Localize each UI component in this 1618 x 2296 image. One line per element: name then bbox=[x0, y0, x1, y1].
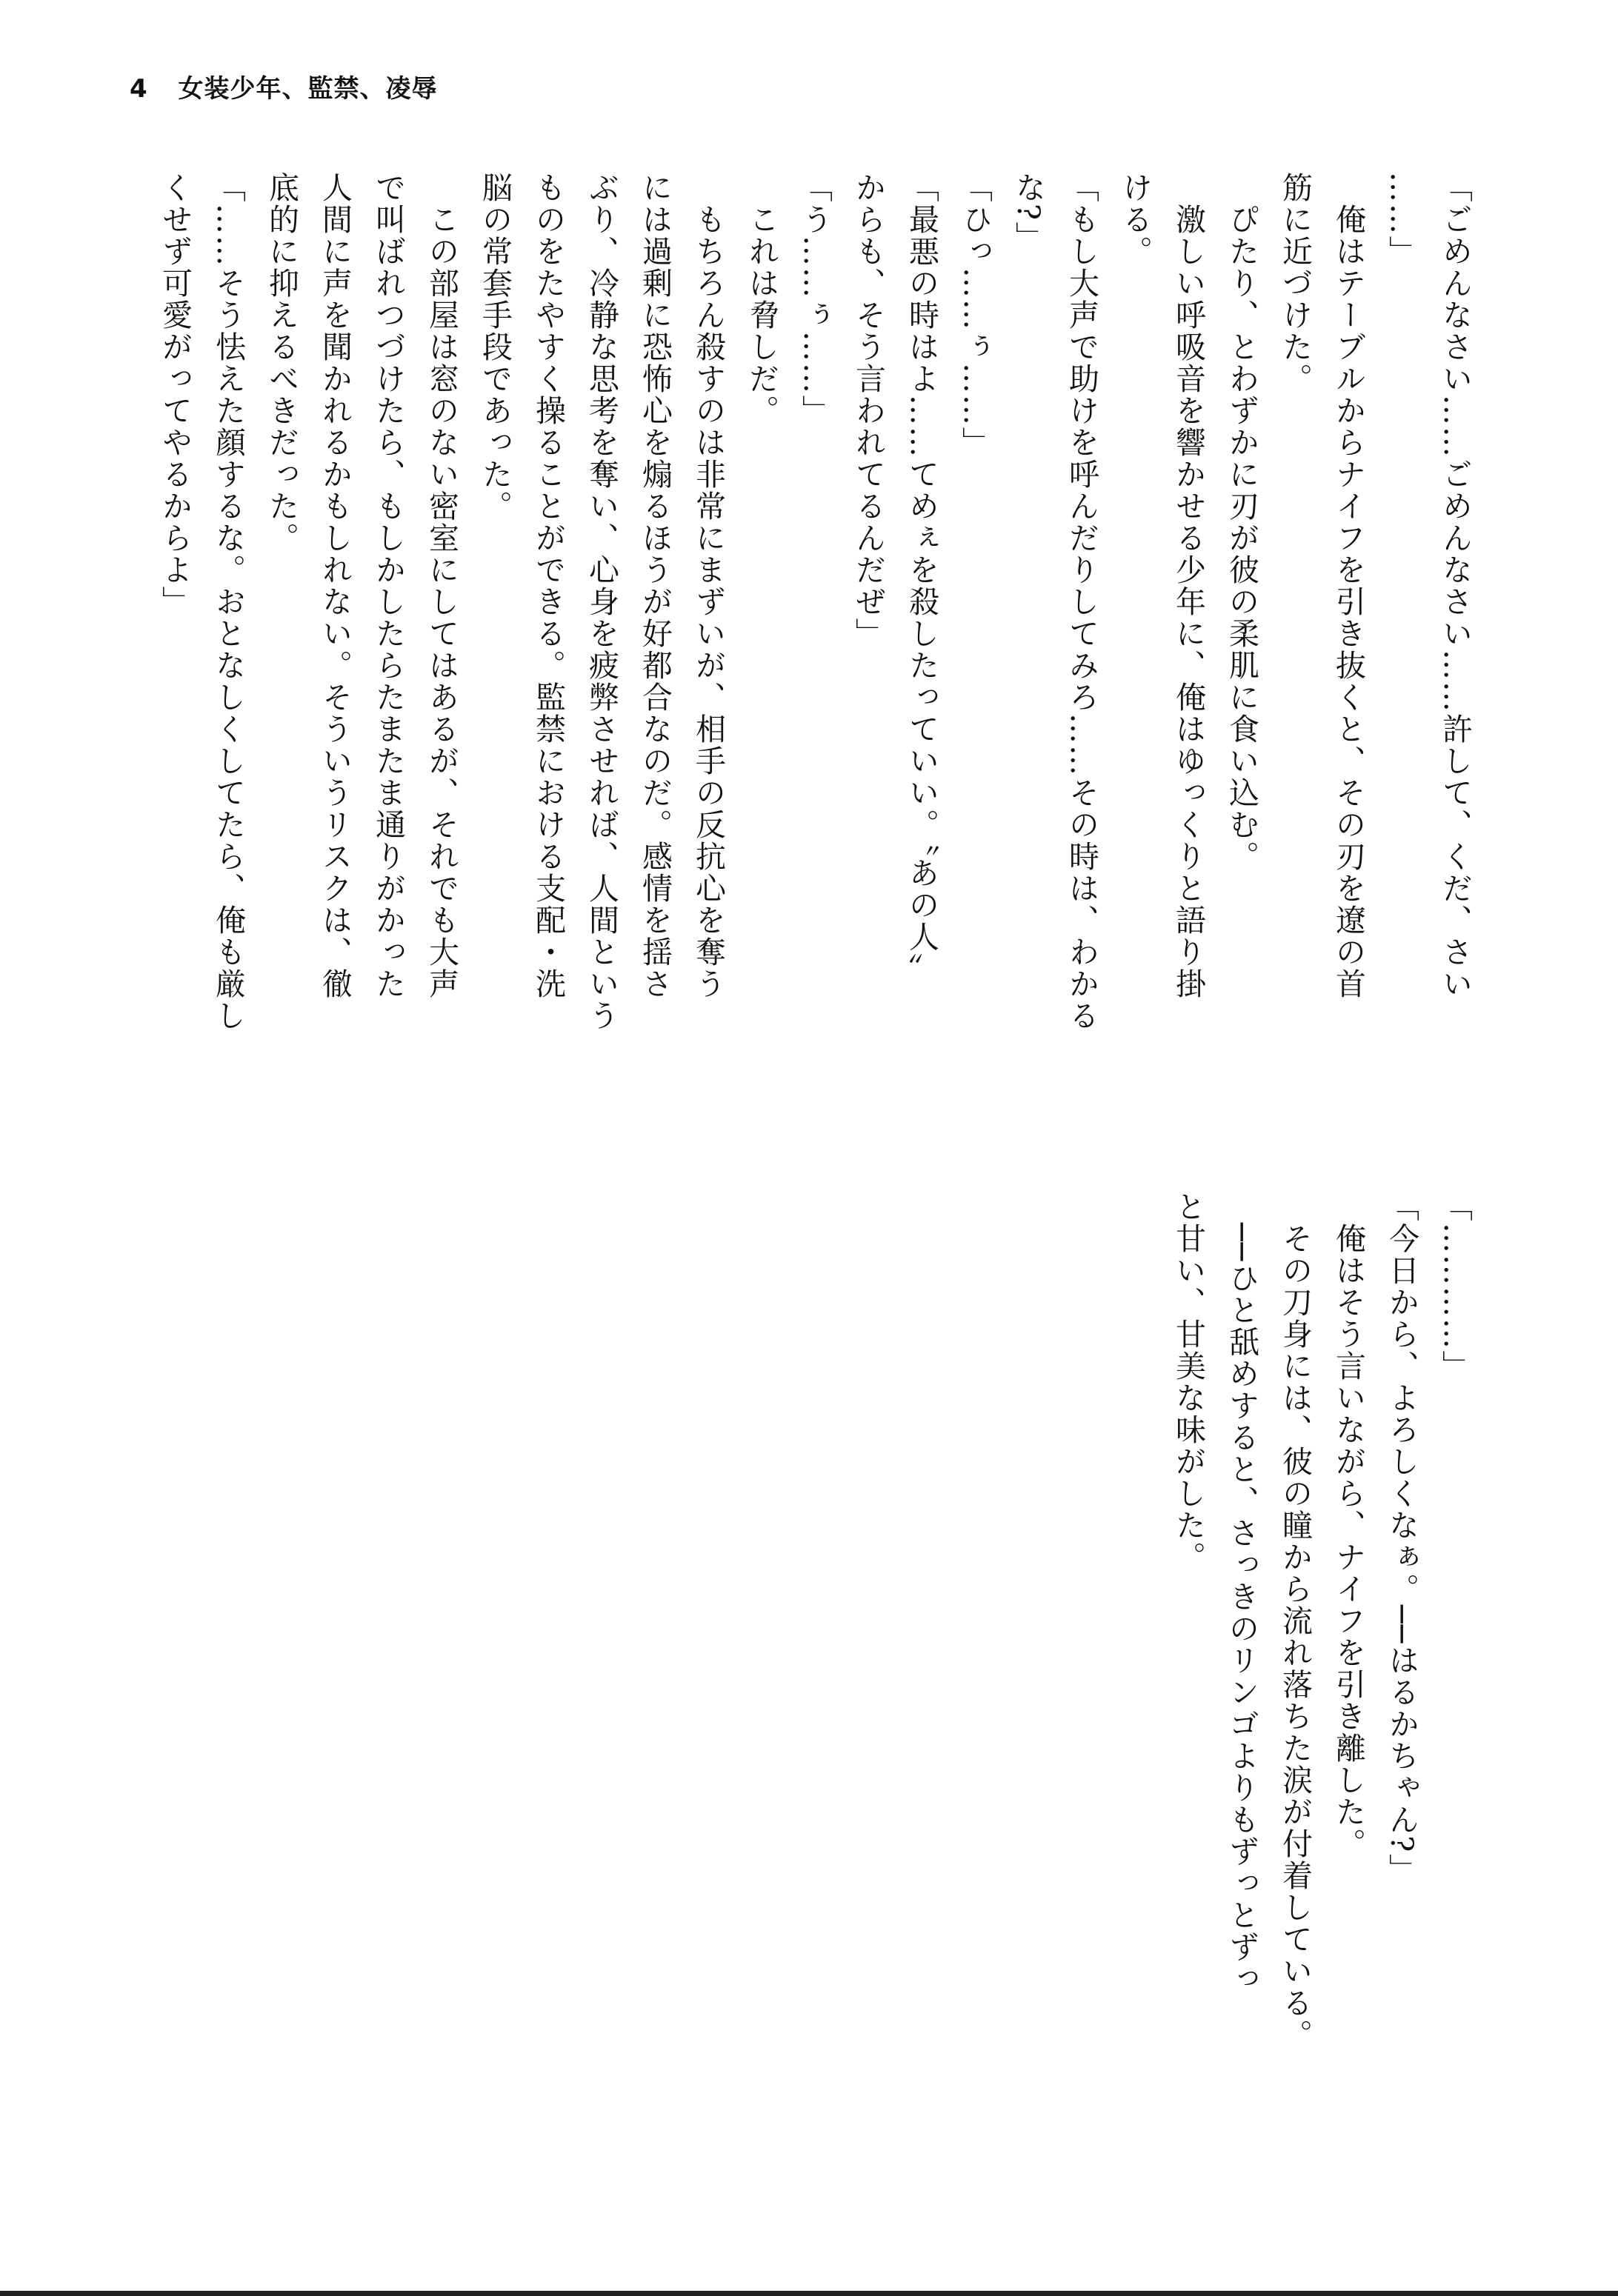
text-line: ぶり、冷静な思考を奪い、心身を疲弊させれば、人間という bbox=[584, 172, 619, 1032]
text-line: 「ごめんなさい……ごめんなさい……許して、くだ、さい bbox=[1437, 172, 1473, 1000]
chapter-title: 女装少年、監禁、凌辱 bbox=[178, 74, 438, 104]
text-line: 「ひっ……ぅ……」 bbox=[957, 172, 993, 458]
text-line: 底的に抑えるべきだった。 bbox=[264, 172, 299, 554]
page-bottom-rule bbox=[0, 2291, 1618, 2296]
lower-text-block bbox=[1162, 1191, 1482, 2117]
text-line: 「う……ぅ……」 bbox=[797, 172, 833, 427]
text-line: もちろん殺すのは非常にまずいが、相手の反抗心を奪う bbox=[690, 172, 726, 1000]
text-line: 「……そう怯えた顔するな。おとなしくしてたら、俺も厳し bbox=[210, 172, 246, 1032]
text-line: その刀身には、彼の瞳から流れ落ちた涙が付着している。 bbox=[1277, 1191, 1313, 2051]
text-line: 人間に声を聞かれるかもしれない。そういうリスクは、徹 bbox=[317, 172, 353, 1000]
text-line: 「最悪の時はよ……てめぇを殺したっていい。〝あの人〟 bbox=[904, 172, 939, 985]
text-line: からも、そう言われてるんだぜ」 bbox=[850, 172, 886, 650]
text-line: 「今日から、よろしくなぁ。──はるかちゃん?」 bbox=[1384, 1191, 1419, 1886]
text-line: ける。 bbox=[1117, 172, 1153, 267]
text-line: な?」 bbox=[1011, 172, 1046, 253]
text-line: 「もし大声で助けを呼んだりしてみろ……その時は、わかる bbox=[1064, 172, 1099, 1032]
text-line: ものをたやすく操ることができる。監禁における支配・洗 bbox=[530, 172, 566, 1000]
text-line: 俺はそう言いながら、ナイフを引き離した。 bbox=[1331, 1191, 1366, 1860]
text-line: と甘い、甘美な味がした。 bbox=[1171, 1191, 1206, 1573]
text-line: これは脅しだ。 bbox=[744, 172, 779, 427]
text-line: くせず可愛がってやるからよ」 bbox=[157, 172, 193, 618]
text-line: で叫ばれつづけたら、もしかしたらたまたま通りがかった bbox=[370, 172, 406, 1000]
text-line: 「…………」 bbox=[1437, 1191, 1473, 1382]
text-line: ぴたり、とわずかに刃が彼の柔肌に食い込む。 bbox=[1224, 172, 1259, 872]
text-line: ……」 bbox=[1384, 172, 1419, 267]
text-line: 筋に近づけた。 bbox=[1277, 172, 1313, 395]
text-line: 激しい呼吸音を響かせる少年に、俺はゆっくりと語り掛 bbox=[1171, 172, 1206, 1000]
upper-text-block bbox=[148, 172, 1482, 1098]
page-number: 4 bbox=[130, 74, 148, 104]
text-line: には過剰に恐怖心を煽るほうが好都合なのだ。感情を揺さ bbox=[637, 172, 673, 1000]
text-line: 俺はテーブルからナイフを引き抜くと、その刃を遼の首 bbox=[1331, 172, 1366, 1000]
text-line: 脳の常套手段であった。 bbox=[477, 172, 513, 522]
running-header bbox=[130, 68, 438, 104]
text-line: この部屋は窓のない密室にしてはあるが、それでも大声 bbox=[424, 172, 459, 1000]
text-line: ──ひと舐めすると、さっきのリンゴよりもずっとずっ bbox=[1224, 1191, 1259, 1995]
